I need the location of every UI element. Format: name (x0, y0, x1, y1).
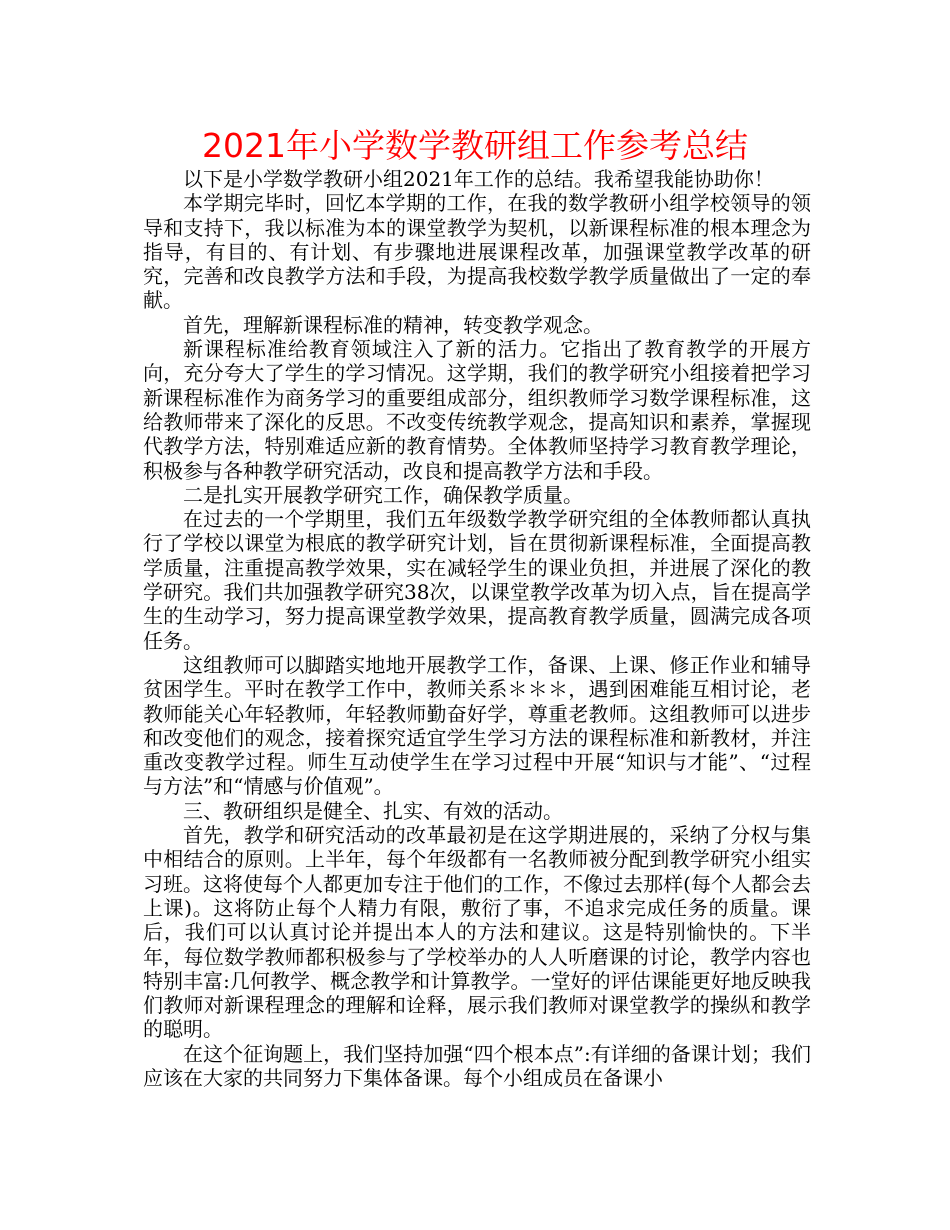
paragraph-heading-second: 二是扎实开展教学研究工作，确保教学质量。 (183, 482, 583, 507)
paragraph-heading-first: 首先，理解新课程标准的精神，转变教学观念。 (183, 312, 603, 337)
paragraph-summary: 本学期完毕时，回忆本学期的工作，在我的数学教研小组学校领导的领导和支持下，我以标准为本的课堂教学为契机，以新课程标准的根本理念为指导，有目的、有计划、有步骤地进展课程改革，加强课堂教学改革的研究，完善和改良教学方法和手段，为提高我校数学教学质量做出了一定的奉献。 (143, 191, 811, 313)
paragraph-reform: 首先，教学和研究活动的改革最初是在这学期进展的，采纳了分权与集中相结合的原则。上半年，每个年级都有一名教师被分配到教学研究小组实习班。这将使每个人都更加专注于他们的工作，不像过去那样(每个人都会去上课)。这将防止每个人精力有限，敷衍了事，不追求完成任务的质量。课后，我们可以认真讨论并提出本人的方法和建议。这是特别愉快的。下半年，每位数学教师都积极参与了学校举办的人人听磨课的讨论，教学内容也特别丰富:几何教学、概念教学和计算教学。一堂好的评估课能更好地反映我们教师对新课程理念的理解和诠释，展示我们教师对课堂教学的操纵和教学的聪明。 (143, 823, 811, 1042)
paragraph-heading-third: 三、教研组织是健全、扎实、有效的活动。 (183, 798, 563, 823)
document-body (143, 167, 811, 1090)
paragraph-four-points: 在这个征询题上，我们坚持加强“四个根本点”:有详细的备课计划；我们应该在大家的共同努力下集体备课。每个小组成员在备课小 (143, 1041, 811, 1090)
document-title: 2021年小学数学教研组工作参考总结 (202, 126, 748, 165)
paragraph-group-teachers: 这组教师可以脚踏实地地开展教学工作，备课、上课、修正作业和辅导贫困学生。平时在教学工作中，教师关系＊＊＊，遇到困难能互相讨论，老教师能关心年轻教师，年轻教师勤奋好学，尊重老教师。这组教师可以进步和改变他们的观念，接着探究适宜学生学习方法的课程标准和新教材，并注重改变教学过程。师生互动使学生在学习过程中开展“知识与才能”、“过程与方法”和“情感与价值观”。 (143, 652, 811, 799)
paragraph-new-curriculum: 新课程标准给教育领域注入了新的活力。它指出了教育教学的开展方向，充分夸大了学生的学习情况。这学期，我们的教学研究小组接着把学习新课程标准作为商务学习的重要组成部分，组织教师学习数学课程标准，这给教师带来了深化的反思。不改变传统教学观念，提高知识和素养，掌握现代教学方法，特别难适应新的教育情势。全体教师坚持学习教育教学理论，积极参与各种教学研究活动，改良和提高教学方法和手段。 (143, 337, 811, 483)
paragraph-teaching-research: 在过去的一个学期里，我们五年级数学教学研究组的全体教师都认真执行了学校以课堂为根底的教学研究计划，旨在贯彻新课程标准，全面提高教学质量，注重提高教学效果，实在减轻学生的课业负担，并进展了深化的教学研究。我们共加强教学研究38次，以课堂教学改革为切入点，旨在提高学生的生动学习，努力提高课堂教学效果，提高教育教学质量，圆满完成各项任务。 (143, 507, 811, 653)
paragraph-intro: 以下是小学数学教研小组2021年工作的总结。我希望我能协助你！ (183, 167, 774, 191)
